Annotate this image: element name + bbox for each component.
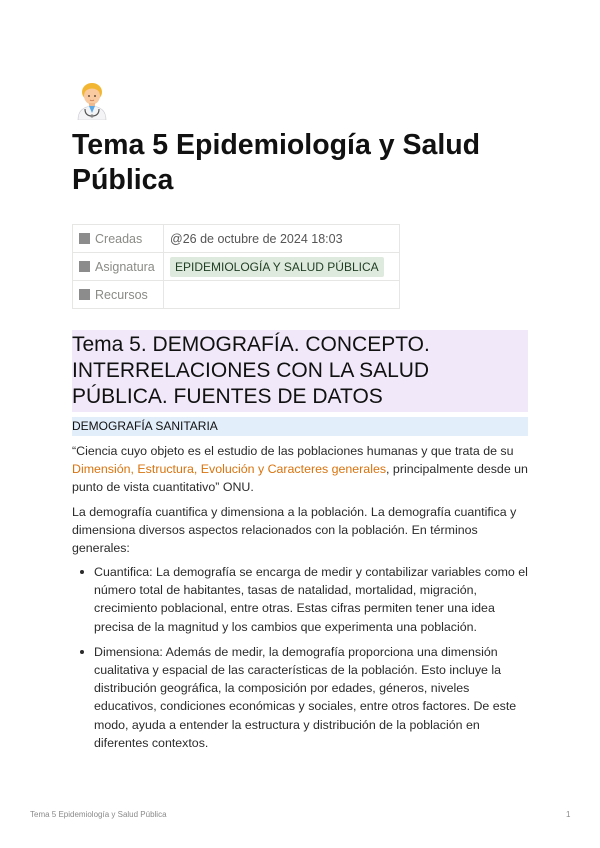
property-type-icon — [79, 233, 90, 244]
health-worker-emoji-icon — [72, 80, 112, 120]
property-type-icon — [79, 261, 90, 272]
footer-title: Tema 5 Epidemiología y Salud Pública — [30, 810, 167, 819]
list-item: Cuantifica: La demografía se encarga de medir y contabilizar variables como el número total de habitantes, tasas de natalidad, mortalidad, migración, crecimiento poblacional, entre otras. Estas cifras permiten tener una idea precisa de la magnitud y los cambios que experimenta una población. — [72, 563, 528, 636]
list-item: Dimensiona: Además de medir, la demografía proporciona una dimensión cualitativa y espacial de las características de la población. Esto incluye la distribución geográfica, la composición por edades, géneros, niveles educativos, condiciones económicas y sociales, entre otros factores. De este modo, ayuda a entender la estructura y distribución de la población en diferentes contextos. — [72, 643, 528, 752]
definition-paragraph: “Ciencia cuyo objeto es el estudio de las poblaciones humanas y que trata de su Dimensión, Estructura, Evolución y Caracteres generales, principalmente desde un punto de vista cuantitativo” ONU. — [72, 444, 528, 495]
section-heading: Tema 5. DEMOGRAFÍA. CONCEPTO. INTERRELACIONES CON LA SALUD PÚBLICA. FUENTES DE DATOS — [72, 333, 430, 408]
bullet-list — [72, 563, 528, 759]
bullet-icon — [80, 570, 84, 574]
property-row-recursos — [73, 281, 400, 309]
property-type-icon — [79, 289, 90, 300]
intro-paragraph: La demografía cuantifica y dimensiona a la población. La demografía cuantifica y dimensiona diversos aspectos relacionados con la población. En términos generales: — [72, 505, 517, 556]
page-number: 1 — [566, 810, 571, 819]
section-heading-block — [72, 330, 528, 412]
property-row-asignatura — [73, 253, 400, 281]
properties-table — [72, 224, 400, 309]
bullet-icon — [80, 650, 84, 654]
subject-tag[interactable]: EPIDEMIOLOGÍA Y SALUD PÚBLICA — [170, 257, 384, 277]
property-key: Asignatura — [95, 259, 155, 274]
subsection-heading: DEMOGRAFÍA SANITARIA — [72, 417, 528, 436]
highlighted-text: Dimensión, Estructura, Evolución y Caracteres generales — [72, 462, 387, 477]
property-value-resources[interactable] — [164, 281, 400, 309]
property-key: Creadas — [95, 231, 143, 246]
property-row-creadas — [73, 225, 400, 253]
page-title: Tema 5 Epidemiología y Salud Pública — [72, 129, 481, 196]
property-key: Recursos — [95, 287, 148, 302]
property-value-date[interactable]: @26 de octubre de 2024 18:03 — [164, 225, 400, 253]
